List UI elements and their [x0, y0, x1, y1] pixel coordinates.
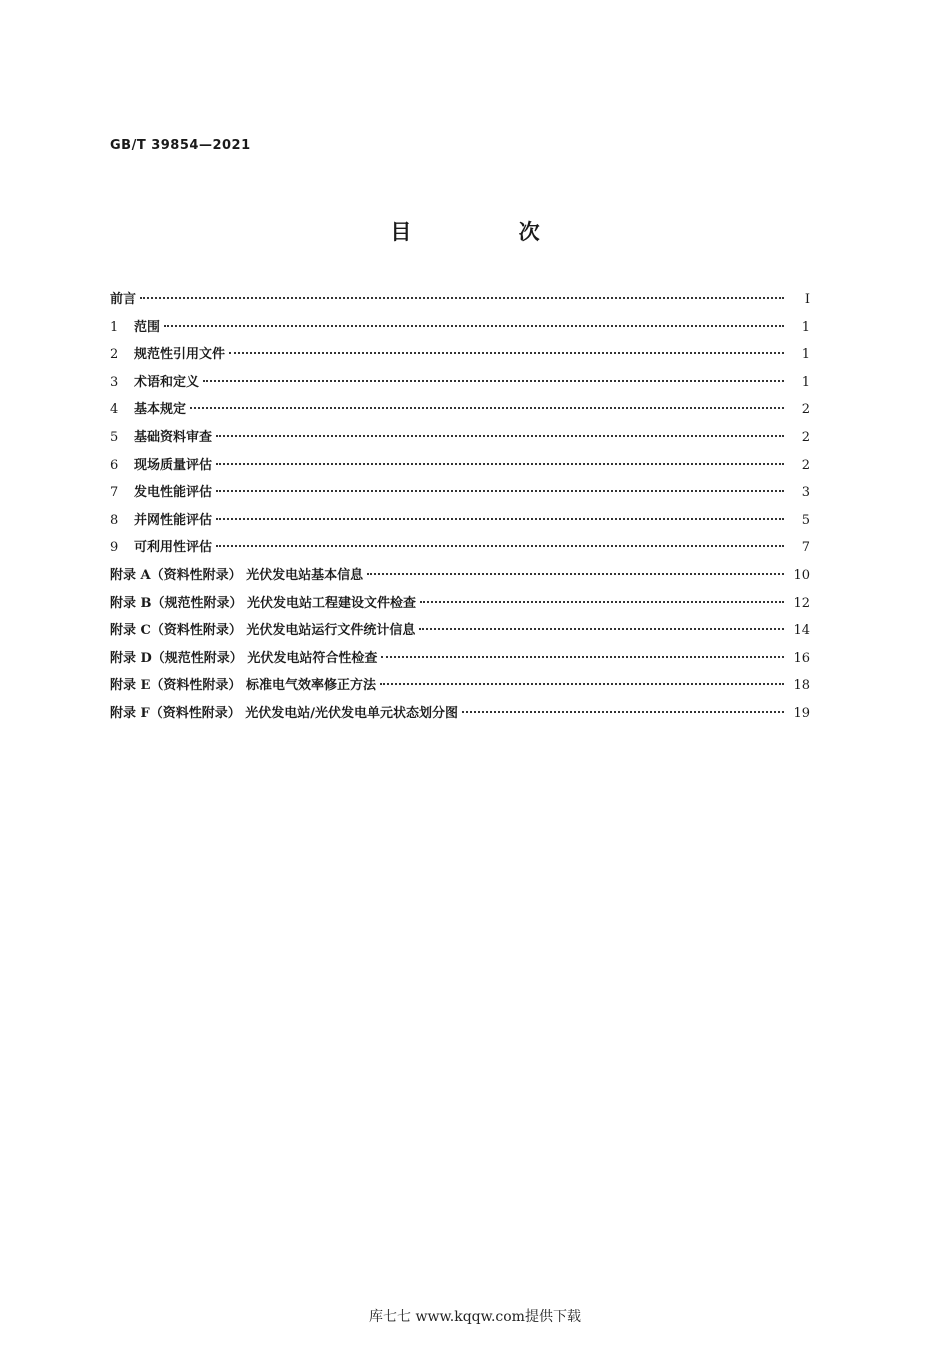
toc-entry-number: 8 [110, 512, 119, 528]
toc-entry-4[interactable] [110, 398, 810, 426]
toc-entry-number: 4 [110, 402, 119, 418]
toc-entry-label: 前言 [110, 292, 137, 307]
toc-entry-label: 规范性引用文件 [134, 347, 226, 363]
toc-entry-label: 基础资料审查 [134, 429, 213, 445]
toc-entry-foreword[interactable] [110, 288, 810, 316]
dot-leader [419, 628, 784, 630]
dot-leader [190, 407, 784, 409]
toc-entry-page: 5 [801, 512, 810, 528]
dot-leader [216, 490, 784, 492]
toc-entry-page: 2 [801, 402, 810, 418]
toc-entry-page: 1 [801, 347, 810, 363]
dot-leader [216, 463, 784, 465]
toc-entry-page: 19 [793, 705, 810, 721]
toc-entry-number: 6 [110, 457, 119, 473]
toc-entry-page: 18 [793, 678, 810, 694]
dot-leader [367, 573, 784, 575]
toc-entry-page: 2 [801, 429, 810, 445]
toc-entry-page: 7 [801, 540, 810, 556]
toc-entry-label: 基本规定 [134, 402, 187, 418]
dot-leader [216, 518, 784, 520]
toc-entry-annex-a[interactable] [110, 564, 810, 592]
toc-entry-annex-b[interactable] [110, 592, 810, 620]
toc-entry-label: 现场质量评估 [134, 457, 213, 473]
toc-entry-page: 12 [793, 595, 810, 611]
dot-leader [420, 601, 784, 603]
dot-leader [203, 380, 784, 382]
toc-entry-2[interactable] [110, 343, 810, 371]
toc-entry-number: 1 [110, 319, 119, 335]
dot-leader [229, 352, 784, 354]
toc-entry-8[interactable] [110, 509, 810, 537]
toc-entry-number: 2 [110, 347, 119, 363]
toc-entry-page: 2 [801, 457, 810, 473]
toc-entry-annex-c[interactable] [110, 619, 810, 647]
toc-entry-page: 1 [801, 374, 810, 390]
toc-entry-label: 附录 A（资料性附录） 光伏发电站基本信息 [110, 567, 364, 583]
toc-entry-annex-e[interactable] [110, 674, 810, 702]
toc-entry-page: 10 [793, 567, 810, 583]
dot-leader [216, 545, 784, 547]
table-of-contents [110, 288, 810, 730]
toc-entry-number: 9 [110, 540, 119, 556]
toc-entry-page: 16 [793, 650, 810, 666]
toc-entry-label: 范围 [134, 319, 161, 335]
download-source-footer: 库七七 www.kqqw.com提供下载 [369, 1309, 581, 1325]
toc-entry-label: 附录 E（资料性附录） 标准电气效率修正方法 [110, 678, 376, 694]
toc-entry-number: 7 [110, 485, 119, 501]
toc-entry-number: 5 [110, 429, 119, 445]
toc-entry-7[interactable] [110, 481, 810, 509]
toc-entry-label: 附录 D（规范性附录） 光伏发电站符合性检查 [110, 650, 378, 666]
toc-entry-9[interactable] [110, 536, 810, 564]
dot-leader [462, 711, 784, 713]
toc-entry-label: 附录 B（规范性附录） 光伏发电站工程建设文件检查 [110, 595, 417, 611]
toc-entry-number: 3 [110, 374, 119, 390]
toc-entry-label: 可利用性评估 [134, 540, 213, 556]
toc-entry-page: I [804, 292, 810, 307]
toc-entry-label: 并网性能评估 [134, 512, 213, 528]
dot-leader [381, 656, 784, 658]
toc-entry-3[interactable] [110, 371, 810, 399]
toc-entry-annex-f[interactable] [110, 702, 810, 730]
dot-leader [140, 297, 784, 299]
toc-entry-label: 附录 F（资料性附录） 光伏发电站/光伏发电单元状态划分图 [110, 705, 459, 721]
toc-entry-5[interactable] [110, 426, 810, 454]
standard-code: GB/T 39854—2021 [110, 138, 251, 153]
toc-entry-label: 附录 C（资料性附录） 光伏发电站运行文件统计信息 [110, 623, 416, 639]
toc-title: 目 次 [390, 220, 590, 244]
toc-entry-annex-d[interactable] [110, 647, 810, 675]
dot-leader [380, 683, 784, 685]
dot-leader [216, 435, 784, 437]
toc-entry-label: 术语和定义 [134, 374, 200, 390]
toc-entry-page: 3 [801, 485, 810, 501]
toc-entry-label: 发电性能评估 [134, 485, 213, 501]
toc-entry-page: 1 [801, 319, 810, 335]
toc-entry-page: 14 [793, 623, 810, 639]
dot-leader [164, 325, 784, 327]
toc-entry-1[interactable] [110, 316, 810, 344]
toc-entry-6[interactable] [110, 454, 810, 482]
